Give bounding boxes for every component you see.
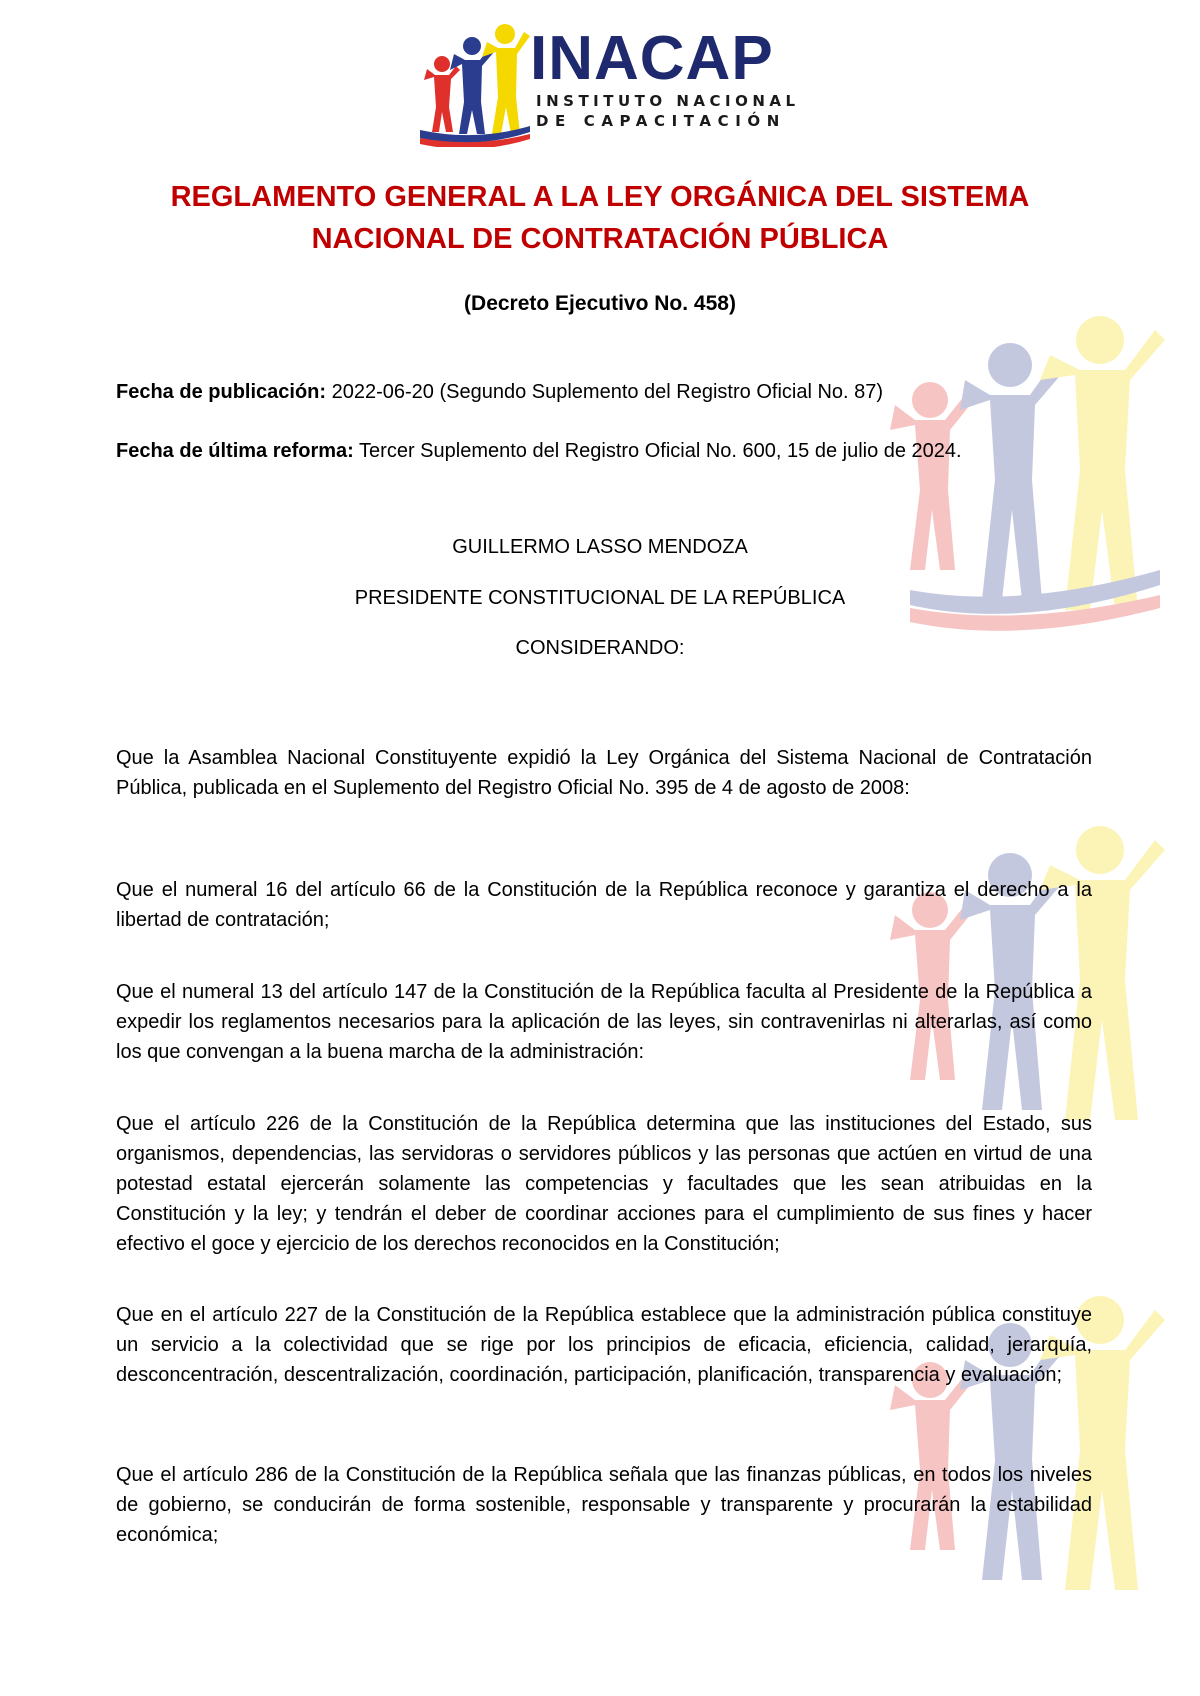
considerando-paragraph: Que en el artículo 227 de la Constitución de la República establece que la administración pública constituye un servicio a la colectividad que se rige por los principios de eficacia, eficiencia, calidad, jerarquía, desconcentración, descentralización, coordinación, participación, planificación, transparencia y evaluación; xyxy=(116,1304,1092,1386)
logo-subtitle-line2: DE CAPACITACIÓN xyxy=(536,112,786,130)
last-reform-label: Fecha de última reforma: xyxy=(116,440,354,462)
considerando-paragraph: Que el numeral 13 del artículo 147 de la Constitución de la República faculta al Presidente de la República a expedir los reglamentos necesarios para la aplicación de las leyes, sin contravenirlas ni alterarlas, así como los que convengan a la buena marcha de la administración: xyxy=(116,981,1092,1063)
document-title xyxy=(100,176,1100,260)
title-line-2: NACIONAL DE CONTRATACIÓN PÚBLICA xyxy=(311,223,889,255)
signatory-name: GUILLERMO LASSO MENDOZA xyxy=(452,536,748,558)
considering-heading: CONSIDERANDO: xyxy=(515,637,685,659)
logo-figures-icon xyxy=(420,22,530,147)
publication-date xyxy=(116,381,883,404)
considerando-paragraph: Que el artículo 286 de la Constitución de la República señala que las finanzas públicas, en todos los niveles de gobierno, se conducirán de forma sostenible, responsable y transparente y procurarán la estabilidad económica; xyxy=(116,1464,1092,1546)
publication-date-label: Fecha de publicación: xyxy=(116,381,327,403)
logo-subtitle-line1: INSTITUTO NACIONAL xyxy=(536,92,800,110)
publication-date-value: 2022-06-20 (Segundo Suplemento del Registro Oficial No. 87) xyxy=(326,381,884,403)
last-reform-date xyxy=(116,440,962,463)
inacap-logo xyxy=(420,22,830,142)
signatory-title: PRESIDENTE CONSTITUCIONAL DE LA REPÚBLICA xyxy=(354,587,846,609)
title-line-1: REGLAMENTO GENERAL A LA LEY ORGÁNICA DEL SISTEMA xyxy=(170,181,1030,213)
logo-wordmark: INACAP xyxy=(530,24,774,93)
last-reform-value: Tercer Suplemento del Registro Oficial No. 600, 15 de julio de 2024. xyxy=(353,440,962,462)
considerando-paragraph: Que la Asamblea Nacional Constituyente expidió la Ley Orgánica del Sistema Nacional de Contratación Pública, publicada en el Suplemento del Registro Oficial No. 395 de 4 de agosto de 2008: xyxy=(116,747,1092,799)
considerando-paragraph: Que el artículo 226 de la Constitución de la República determina que las instituciones del Estado, sus organismos, dependencias, las servidoras o servidores públicos y las personas que actúen en virtud de una potestad estatal ejercerán solamente las competencias y facultades que les sean atribuidas en la Constitución y la ley; y tendrán el deber de coordinar acciones para el cumplimiento de sus fines y hacer efectivo el goce y ejercicio de los derechos reconocidos en la Constitución; xyxy=(116,1113,1092,1255)
decree-number: (Decreto Ejecutivo No. 458) xyxy=(464,292,736,315)
considerando-paragraph: Que el numeral 16 del artículo 66 de la Constitución de la República reconoce y garantiza el derecho a la libertad de contratación; xyxy=(116,879,1092,931)
